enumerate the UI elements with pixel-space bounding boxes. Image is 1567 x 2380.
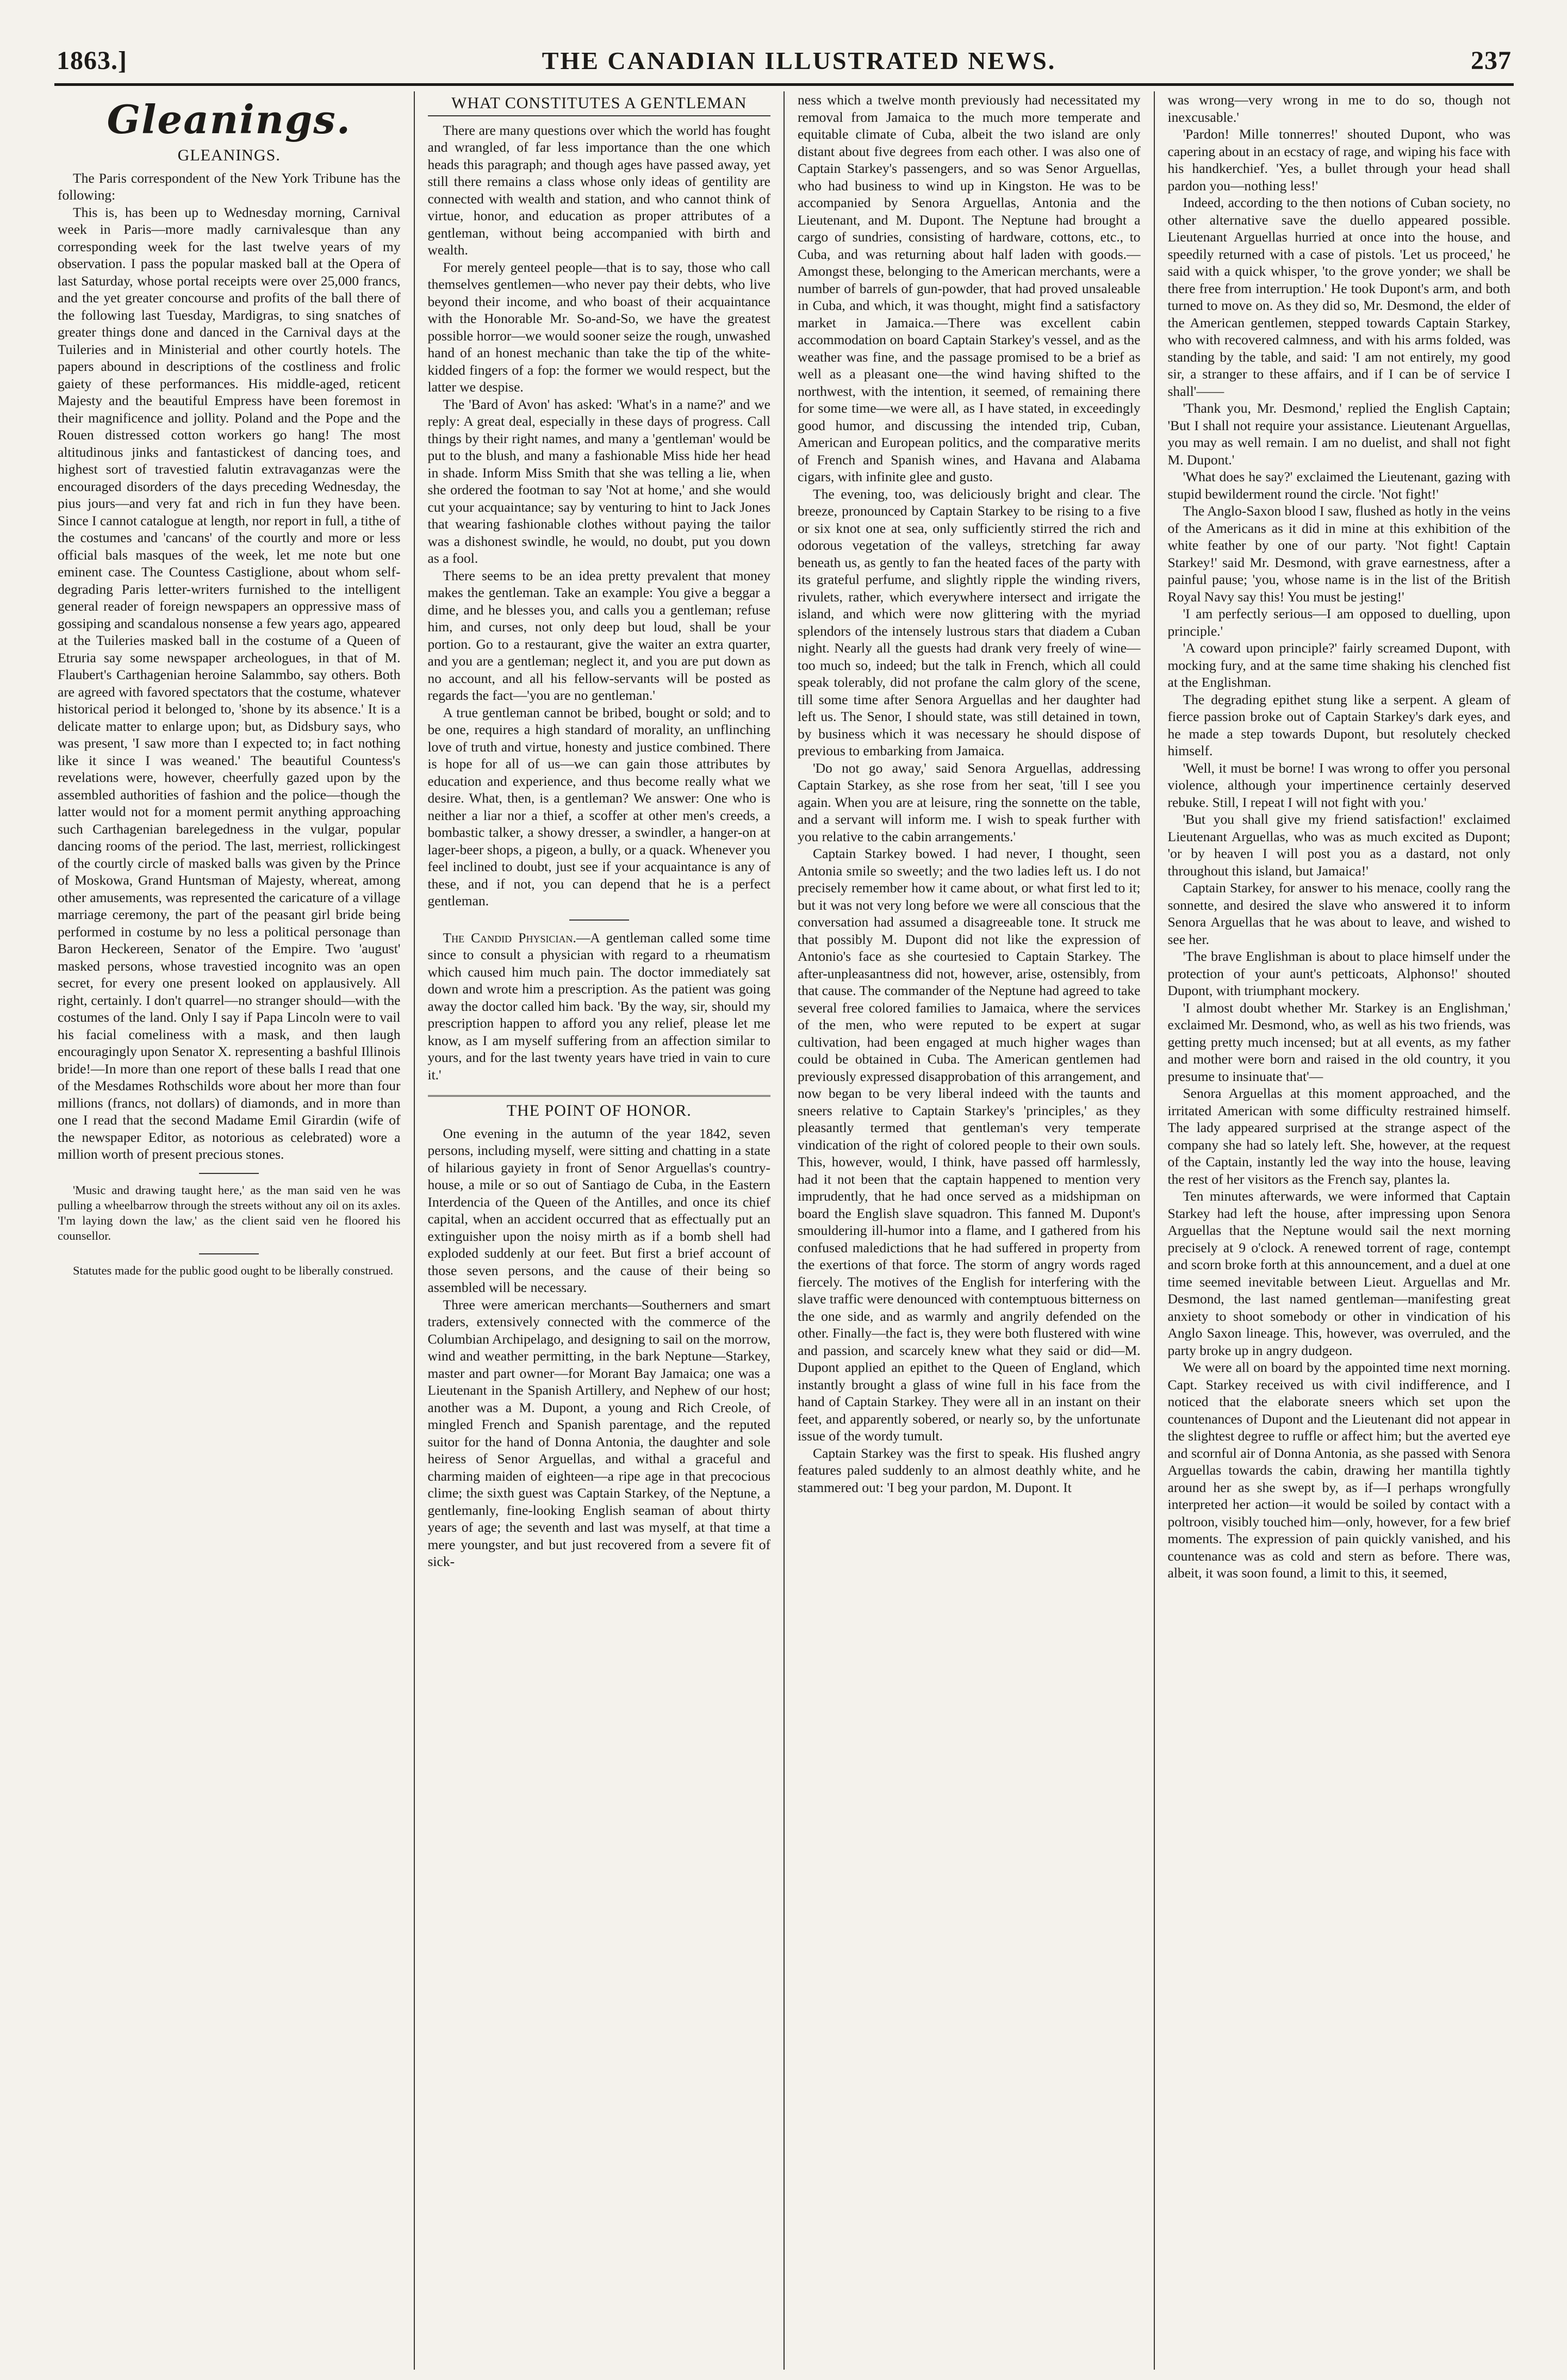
article-paragraph: A true gentleman cannot be bribed, bought or sold; and to be one, requires a high standard of morality, an unflinching love of truth and virtue, honesty and justice combined. There is hope for all of us—we can gain those attributes by education and experience, and thus become really what we desire. What, then, is a gentleman? We answer: One who is neither a liar nor a thief, a scoffer at other men's creeds, a bombastic talker, a showy dresser, a swindler, a hanger-on at lager-beer shops, a pigeon, a bully, or a quack. Whenever you feel inclined to doubt, just see if your acquaintance is any of these, and if not, you can depend that he is a perfect gentleman. [427, 704, 770, 909]
article-paragraph: The 'Bard of Avon' has asked: 'What's in a name?' and we reply: A great deal, especially in these days of progress. Call things by their right names, and many a 'gentleman' would be put to the blush, and many a fashionable Miss hide her head in shade. Inform Miss Smith that she was telling a lie, when she ordered the footman to say 'Not at home,' and she would cut your acquaintance; say by venturing to hint to Jack Jones that wearing fashionable clothes without paying the tailor was a dishonest swindle, he would, no doubt, put you down as a fool. [427, 396, 770, 566]
article-paragraph: The evening, too, was deliciously bright and clear. The breeze, pronounced by Captain Starkey to be rising to a five or six knot one at sea, only sufficiently stirred the rich and odorous vegetation of the valleys, stretching far away beneath us, as gently to fan the heated faces of the party with its grateful perfume, and slightly ripple the winding rivers, rivulets, rather, which everywhere intersect and irrigate the island, and which were now glittering with the myriad splendors of the intensely lustrous stars that diadem a Cuban night. Nearly all the guests had drank very freely of wine—too much so, indeed; but the talk in French, which all could speak tolerably, did not profane the calm glory of the scene, till some time after Senora Arguellas and her daughter had left us. The Senor, I should state, was still detained in town, by business which it was necessary he should dispose of previous to embarking from Jamaica. [798, 486, 1141, 759]
note-paragraph: Statutes made for the public good ought to be liberally construed. [73, 1263, 394, 1277]
article-paragraph: 'A coward upon principle?' fairly screamed Dupont, with mocking fury, and at the same time shaking his clenched fist at the Englishman. [1167, 640, 1510, 690]
gentleman-title: WHAT CONSTITUTES A GENTLEMAN [428, 95, 771, 116]
article-paragraph: Three were american merchants—Southerners and smart traders, extensively connected with the commerce of the Columbian Archipelago, and designing to sail on the morrow, wind and weather permitting, in the bark Neptune—Starkey, master and part owner—for Morant Bay Jamaica; one was a Lieutenant in the Spanish Artillery, and Nephew of our host; another was a M. Dupont, a young and Rich Creole, of mingled French and Spanish parentage, and the reputed suitor for the hand of Donna Antonia, the daughter and sole heiress of Senor Arguellas, and withal a graceful and charming maiden of eighteen—a ripe age in that precocious clime; the sixth guest was Captain Starkey, of the Neptune, a gentlemanly, fine-looking English seaman of about thirty years of age; the seventh and last was myself, at that time a mere youngster, and but just recovered from a severe fit of sick- [427, 1296, 770, 1569]
issue-year: 1863.] [57, 46, 127, 75]
article-paragraph: For merely genteel people—that is to say, those who call themselves gentlemen—who never pay their debts, who live beyond their income, and who boast of their acquaintance with the Honorable Mr. So-and-So, we have the greatest possible horror—we would sooner seize the rough, unwashed hand of an honest mechanic than take the tip of the white-kidded fingers of a fop: the former we would respect, but the latter we despise. [427, 259, 770, 395]
article-paragraph: 'Pardon! Mille tonnerres!' shouted Dupont, who was capering about in an ecstacy of rage, and wiping his face with his handkerchief. 'Yes, a bullet through your head shall pardon you—nothing less!' [1167, 126, 1510, 194]
article-paragraph: ness which a twelve month previously had necessitated my removal from Jamaica to the much more temperate and equitable climate of Cuba, albeit the two island are only distant about five degrees from each other. I was also one of Captain Starkey's passengers, and so was Senor Arguellas, who had business to wind up in Kingston. He was to be accompanied by Senora Arguellas, Antonia and the Lieutenant, and M. Dupont. The Neptune had brought a cargo of sundries, consisting of hardware, cottons, etc., to Cuba, and was returning about half laden with goods.—Amongst these, belonging to the American merchants, were a number of barrels of gun-powder, that had proved unsaleable in Cuba, and which, it was thought, might find a satisfactory market in Jamaica.—There was excellent cabin accommodation on board Captain Starkey's vessel, and as the weather was fine, and the passage promised to be a brief as well as a pleasant one—the wind having shifted to the northwest, with the intention, it seemed, of remaining there for some time—we were all, as I have stated, in exceedingly good humor, and discussing the intended trip, Cuban, American and European politics, and the comparative merits of French and Spanish wines, and Havana and Alabama cigars, with infinite glee and gusto. [798, 92, 1141, 484]
article-paragraph: 'I almost doubt whether Mr. Starkey is an Englishman,' exclaimed Mr. Desmond, who, as well as his two friends, was getting pretty much incensed; but at all events, as my father and mother were born and raised in the old country, it you presume to insinuate that'— [1167, 999, 1510, 1084]
article-paragraph: was wrong—very wrong in me to do so, though not inexcusable.' [1167, 92, 1510, 125]
divider [199, 1173, 259, 1174]
article-paragraph: Captain Starkey was the first to speak. His flushed angry features paled suddenly to an almost deathly white, and he stammered out: 'I beg your pardon, M. Dupont. It [798, 1445, 1141, 1495]
article-paragraph: 'I am perfectly serious—I am opposed to duelling, upon principle.' [1167, 606, 1510, 639]
article-paragraph: The Paris correspondent of the New York Tribune has the following: [58, 170, 401, 203]
article-paragraph: Indeed, according to the then notions of Cuban society, no other alternative save the duello appeared possible. Lieutenant Arguellas hurried at once into the house, and speedily returned with a case of pistols. 'Let us proceed,' he said with a quick whisper, 'to the grove yonder; we shall be there free from interruption.' He took Dupont's arm, and both turned to move on. As they did so, Mr. Desmond, the elder of the American gentlemen, stepped towards Captain Starkey, who with recovered calmness, and with his arms folded, was standing by the table, and said: 'I am not entirely, my good sir, a stranger to these affairs, and if I can be of service I shall'—— [1167, 195, 1510, 399]
article-paragraph: 'But you shall give my friend satisfaction!' exclaimed Lieutenant Arguellas, who was as much excited as Dupont; 'or by heaven I will post you as a dastard, not only throughout this island, but Jamaica!' [1167, 811, 1510, 879]
column-1 [54, 91, 414, 2370]
article-paragraph: Ten minutes afterwards, we were informed that Captain Starkey had left the house, after impressing upon Senora Arguellas that the Neptune would sail the next morning precisely at 9 o'clock. A renewed torrent of rage, contempt and scorn broke forth at this announcement, and a duel at one time seemed inevitable between Lieut. Arguellas and Mr. Desmond, the last named gentleman—manifesting great anxiety to shoot somebody or other in vindication of his Anglo Saxon lineage. This, however, was overruled, and the party broke up in angry dudgeon. [1167, 1188, 1510, 1358]
running-head [54, 46, 1514, 86]
article-paragraph: Captain Starkey, for answer to his menace, coolly rang the sonnette, and desired the slave who answered it to inform Senora Arguellas that he was about to leave, and wished to see her. [1167, 880, 1510, 947]
note-paragraph: 'Music and drawing taught here,' as the man said ven he was pulling a wheelbarrow through the streets without any oil on its axles. 'I'm laying down the law,' as the client said ven he floored his counsellor. [58, 1183, 401, 1242]
gleanings-note-2 [58, 1263, 401, 1278]
gentleman-body [428, 122, 771, 910]
article-paragraph: 'Well, it must be borne! I was wrong to offer you personal violence, although your impertinence certainly deserved rebuke. Still, I repeat I will not fight with you.' [1167, 760, 1510, 810]
article-paragraph: Captain Starkey bowed. I had never, I thought, seen Antonia smile so sweetly; and the two ladies left us. I do not precisely remember how it came about, or what first led to it; but it was not very long before we were all conscious that the conversation had assumed a disagreeable tone. It struck me that possibly M. Dupont did not like the expression of Antonio's face as she courtesied to Captain Starkey. The after-unpleasantness did not, however, arise, ostensibly, from that cause. The commander of the Neptune had agreed to take several free colored families to Jamaica, where the services of the men, who were reputed to be expert at sugar cultivation, had been engaged at much higher wages than could be obtained in Cuba. The American gentlemen had previously expressed disapprobation of this arrangement, and now began to be very liberal indeed with the taunts and sneers relative to Captain Starkey's 'principles,' as they pleasantly termed that gentleman's very temperate vindication of the right of colored people to their own souls. This, however, would, I think, have passed off harmlessly, had it not been that the captain happened to mention very imprudently, that he had once served as a midshipman on board the English slave squadron. This fanned M. Dupont's smouldering ill-humor into a flame, and I gathered from his confused maledictions that he had suffered in property from the exertions of that force. The storm of angry words raged fiercely. The motives of the English for interfering with the slave traffic were denounced with contemptuous bitterness on the one side, and as warmly and angrily defended on the other. Finally—the fact is, they were both flustered with wine and passion, and scarcely knew what they said or did—M. Dupont applied an epithet to the Queen of England, which instantly brought a glass of wine full in his face from the hand of Captain Starkey. They were all in an instant on their feet, and apparently sobered, or nearly so, by the unfortunate issue of the wordy tumult. [798, 846, 1141, 1444]
column-2 [414, 91, 784, 2370]
article-paragraph: 'The brave Englishman is about to place himself under the protection of your aunt's petticoats, Alphonso!' shouted Dupont, with triumphant mockery. [1167, 948, 1510, 998]
point-of-honor-continued-2 [1168, 91, 1511, 1582]
article-paragraph: The degrading epithet stung like a serpent. A gleam of fierce passion broke out of Captain Starkey's dark eyes, and he made a step towards Dupont, but resolutely checked himself. [1167, 691, 1510, 759]
article-paragraph: There are many questions over which the world has fought and wrangled, of far less importance than the one which heads this paragraph; and though ages have passed away, yet still there remains a class whose only ideas of gentility are connected with wealth and station, and who cannot think of virtue, honor, and education as proper attributes of a gentleman, without being accompanied with birth and wealth. [427, 122, 770, 258]
article-paragraph: One evening in the autumn of the year 1842, seven persons, including myself, were sitting and chatting in a state of hilarious gayiety in front of Senor Arguellas's country-house, a mile or so out of Santiago de Cuba, in the Eastern Interdencia of the Queen of the Antilles, and once its chief capital, when an accident occurred that as effectually put an extinguisher upon the noisy mirth as if a bomb shell had exploded suddenly at our feet. But first a brief account of those seven persons, and the cause of their being so assembled will be necessary. [427, 1125, 770, 1295]
article-paragraph: 'Do not go away,' said Senora Arguellas, addressing Captain Starkey, as she rose from her seat, 'till I see you again. When you are at leisure, ring the sonnette on the table, and a servant will inform me. I wish to speak further with you relative to the cabin arrangements.' [798, 760, 1141, 844]
article-paragraph: We were all on board by the appointed time next morning. Capt. Starkey received us with civil indifference, and I noticed that the elaborate sneers which set upon the countenances of Dupont and the Lieutenant did not appear in the slightest degree to ruffle or affect him; but the averted eye and scornful air of Donna Antonia, as she passed with Senora Arguellas towards the cabin, drawing her mantilla tightly around her as she swept by, as if—I perhaps wrongfully interpreted her action—it would be soiled by contact with a poltroon, visibly touched him—only, however, for a few brief moments. The expression of pain quickly vanished, and his countenance was as cold and stern as before. There was, albeit, it was soon found, a limit to this, it seemed, [1167, 1359, 1510, 1581]
gleanings-body [58, 170, 401, 1163]
point-of-honor-title: THE POINT OF HONOR. [428, 1095, 771, 1120]
gleanings-note-1 [58, 1183, 401, 1244]
article-paragraph: There seems to be an idea pretty prevalent that money makes the gentleman. Take an example: You give a beggar a dime, and he blesses you, and calls you a gentleman; refuse him, and curses, not only deep but loud, shall be your portion. Go to a restaurant, give the waiter an extra quarter, and you are a gentleman; neglect it, and you are put down as no account, and all his fellow-servants will be posted as regards the fact—'you are no gentleman.' [427, 567, 770, 703]
column-4 [1154, 91, 1514, 2370]
article-columns [54, 91, 1514, 2370]
article-paragraph: The Anglo-Saxon blood I saw, flushed as hotly in the veins of the Americans as it did in mine at this exhibition of the white feather by one of our party. 'Not fight! Captain Starkey!' said Mr. Desmond, with grave earnestness, after a painful pause; 'you, whose name is in the list of the British Royal Navy say this! You must be jesting!' [1167, 503, 1510, 605]
gleanings-title: GLEANINGS. [177, 146, 281, 164]
gleanings-masthead: Gleanings. [107, 96, 351, 142]
article-paragraph: Senora Arguellas at this moment approached, and the irritated American with some difficulty restrained himself. The lady appeared surprised at the strange aspect of the company she had so lately left. She, however, at the request of the Captain, instantly led the way into the house, leaving the rest of her visitors as the French say, plantes la. [1167, 1085, 1510, 1187]
article-paragraph: This is, has been up to Wednesday morning, Carnival week in Paris—more madly carnivalesque than any corresponding week for the last twelve years of my observation. I pass the popular masked ball at the Opera of last Saturday, whose portal receipts were over 25,000 francs, and the yet greater concourse and profits of the ball there of the following last Tuesday, Mardigras, to sing snatches of greater things done and danced in the Carnival days at the Tuileries and in Ministerial and other courtly hotels. The papers abound in descriptions of the costliness and frolic gaiety of these performances. His middle-aged, reticent Majesty and the beautiful Empress have been foremost in their magnificence and jollity. Poland and the Pope and the Rouen distressed cotton workers go hang! The most altitudinous jinks and fantastickest of dancing toes, and highest sort of travestied falutin extravaganzas were the encouraged disorders of the days preceding Wednesday, the pius jours—and very fat and rich in fun they have been. Since I cannot catalogue at length, nor report in full, a tithe of the costumes and 'cancans' of the courtly and more or less official bals masques of the week, let me note but one eminent case. The Countess Castiglione, about whom self-degrading Paris letter-writers furnished to the intelligent general reader of foreign newspapers an oppressive mass of gossiping and scandalous nonsense a few years ago, appeared at the Tuileries masked ball in the costume of a Queen of Etruria say some newspaper archeologues, in that of M. Flaubert's Carthagenian heroine Salammbo, say others. Both are agreed with favored spectators that the costume, whatever historical period it belonged to, 'shone by its absence.' It is a delicate matter to enlarge upon; but, as Didsbury says, who was present, 'I saw more than I expected to; in fact nothing like it since I was weaned.' The beautiful Countess's revelations were, however, cheerfully gazed upon by the assembled authorities of fashion and the police—though the latter would not for a moment permit anything approaching such Carthagenian barelegedness in the vulgar, popular dancing rooms of the period. The last, merriest, rollickingest of the courtly circle of masked balls was given by the Prince of Moskowa, Grand Huntsman of Majesty, whereat, among other amusements, was represented the caricature of a village marriage ceremony, the part of the peasant girl bride being performed in costume by no less a political personage than Baron Heckereen, Senator of the Empire. Two 'august' masked persons, whose travestied incognito was an open secret, for every one present looked on applausively. All right, certainly. I don't quarrel—no stranger should—with the costumes of the land. Only I say if Papa Lincoln were to vail his facial comeliness with a mask, and then laugh encouragingly upon Senator X. representing a bashful Illinois bride!—In more than one report of these balls I read that one of the Mesdames Rothschilds wore about her more than four millions (francs, not dollars) of diamonds, and in more than one I read that the second Madame Emil Girardin (wife of the newspaper Editor, as notorious as celebrated) wore a million worth of present precious stones. [58, 204, 401, 1162]
candid-physician-lead: The Candid Physician. [443, 929, 576, 946]
article-paragraph: 'What does he say?' exclaimed the Lieutenant, gazing with stupid bewilderment round the circle. 'Not fight!' [1167, 469, 1510, 502]
point-of-honor-continued [798, 91, 1141, 1496]
divider [569, 919, 629, 921]
newspaper-title: THE CANADIAN ILLUSTRATED NEWS. [542, 47, 1056, 74]
candid-physician-paragraph [428, 929, 771, 1084]
point-of-honor-body [428, 1125, 771, 1570]
column-3 [784, 91, 1154, 2370]
page-number: 237 [1470, 46, 1512, 75]
candid-physician-text: —A gentleman called some time since to consult a physician with regard to a rheumatism which caused him much pain. The doctor immediately sat down and wrote him a prescription. As the patient was going away the doctor called him back. 'By the way, sir, should my prescription happen to afford you any relief, please let me know, as I am myself suffering from an affection similar to yours, and for the last twenty years have tried in vain to cure it.' [427, 929, 770, 1083]
article-paragraph: 'Thank you, Mr. Desmond,' replied the English Captain; 'But I shall not require your assistance. Lieutenant Arguellas, you may as well remain. I am no duelist, and shall not fight M. Dupont.' [1167, 400, 1510, 468]
divider [199, 1253, 259, 1254]
